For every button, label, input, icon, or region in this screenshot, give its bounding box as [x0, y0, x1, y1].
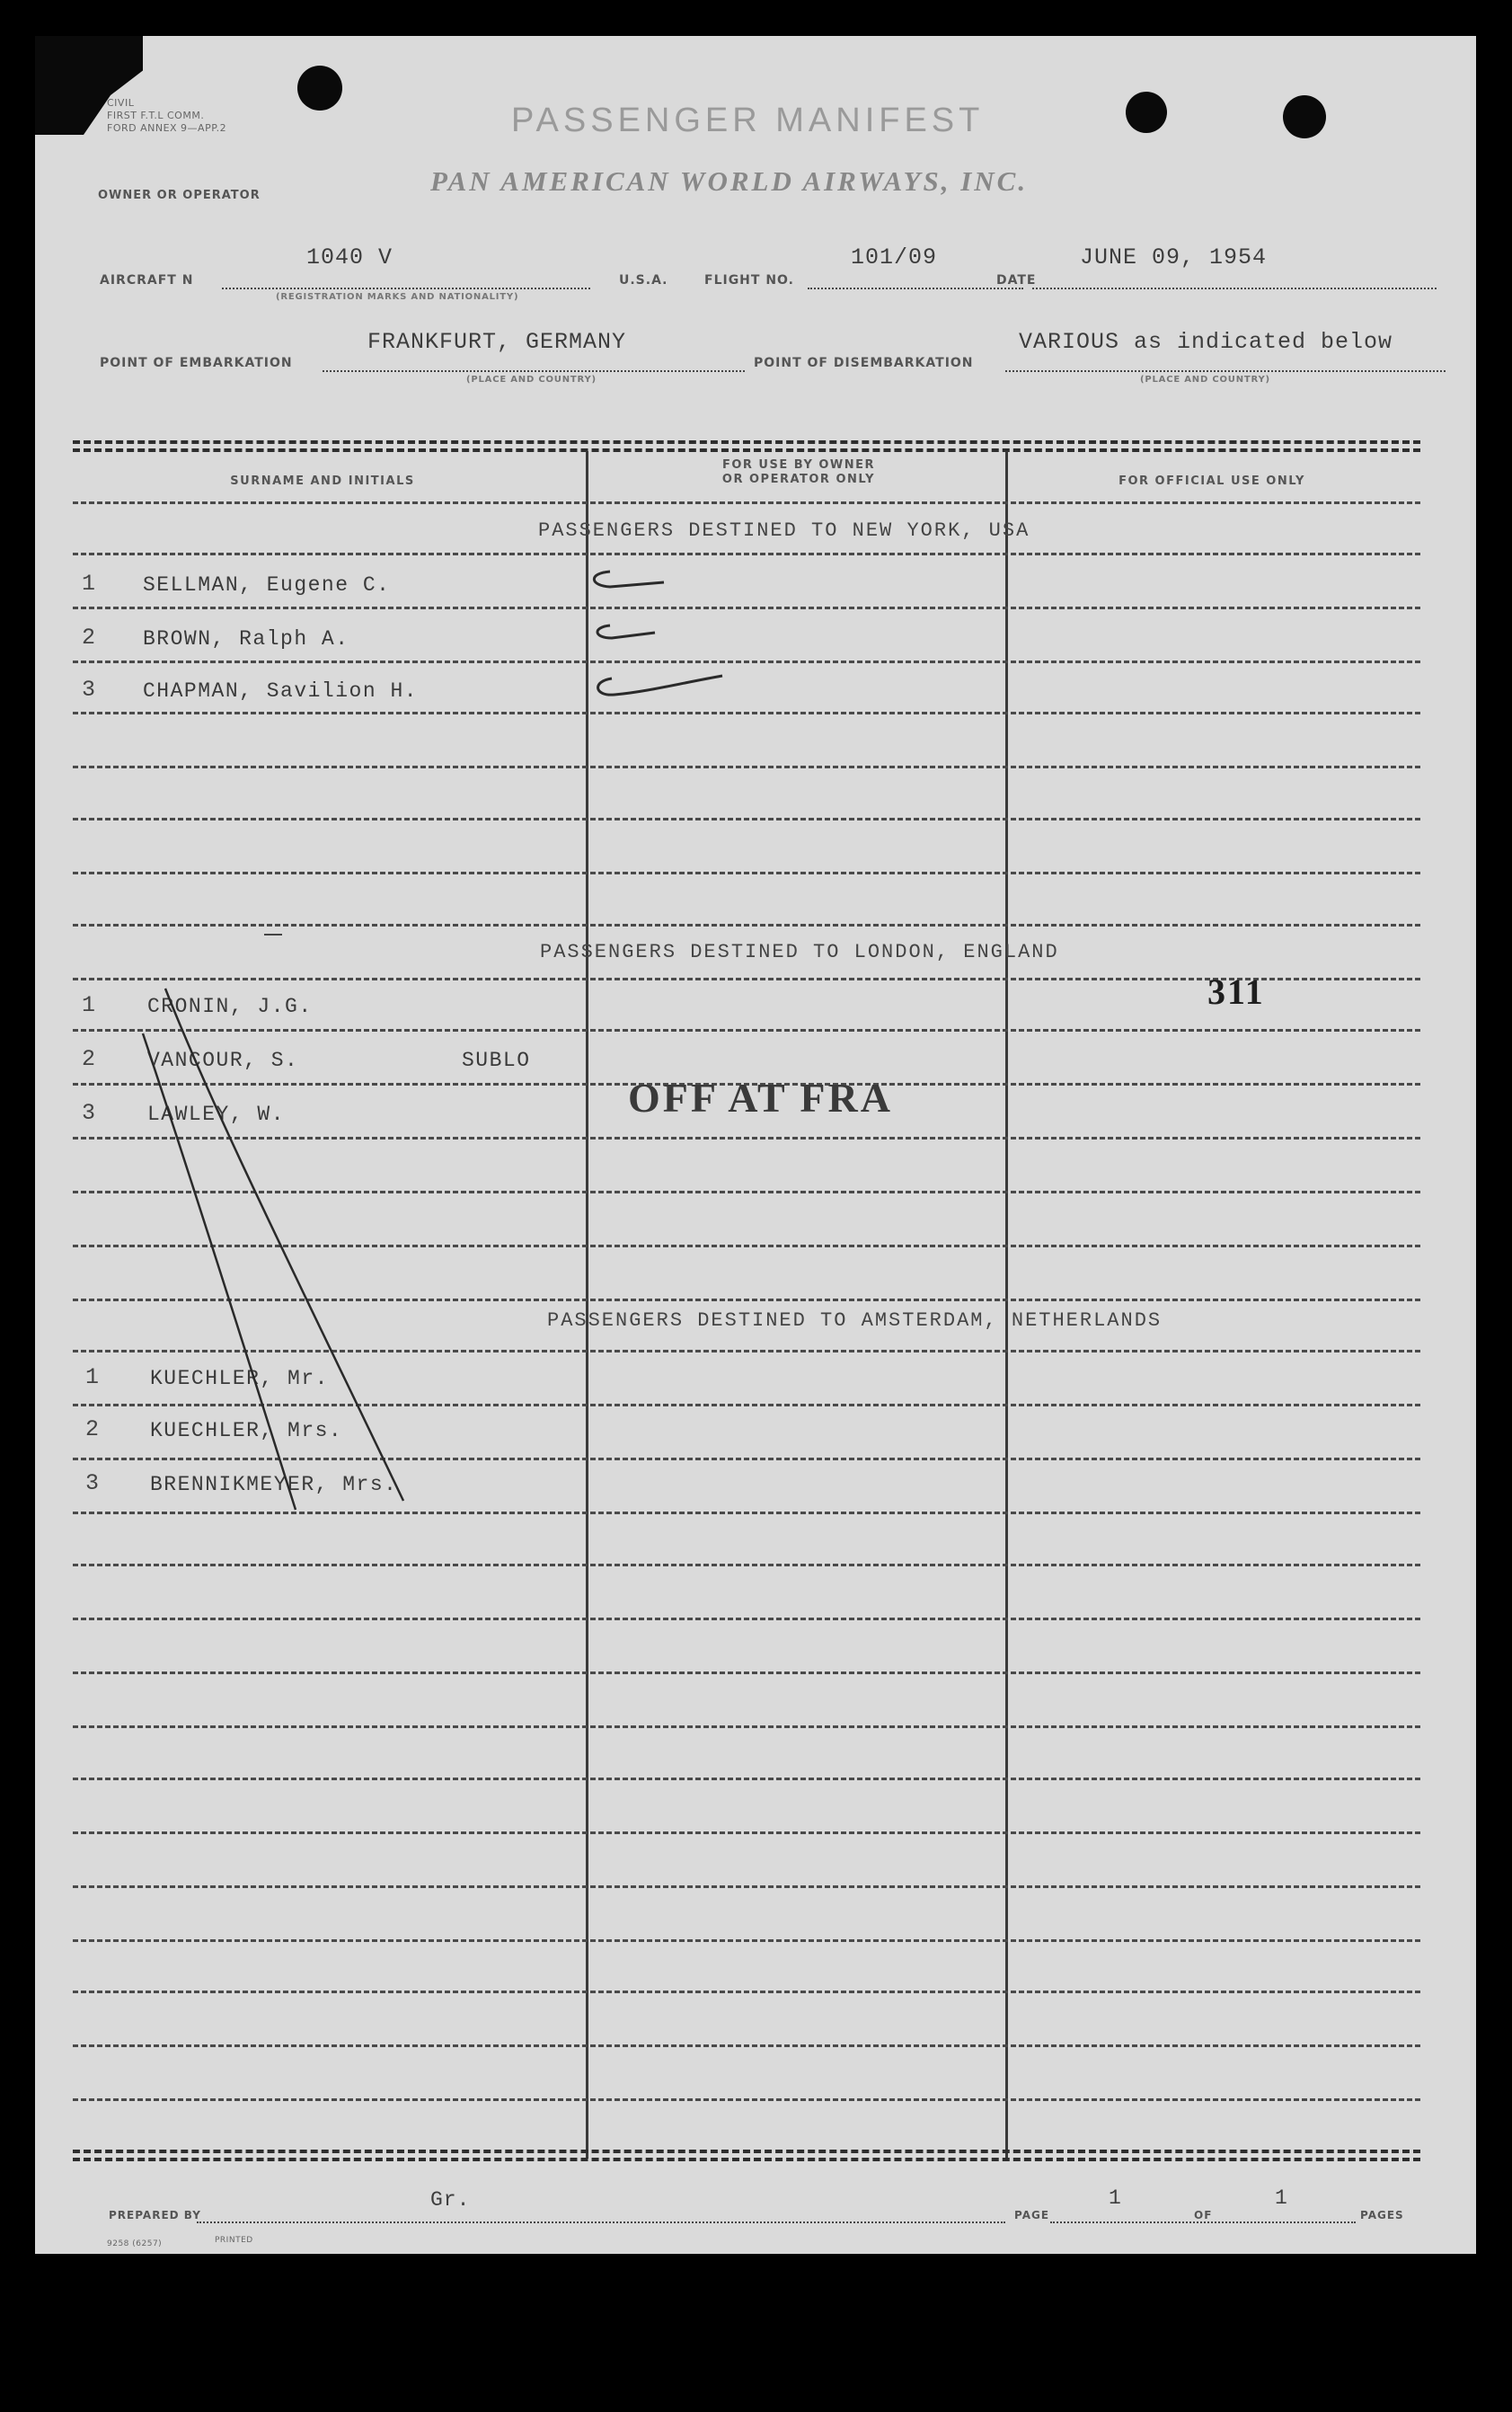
column-divider — [586, 451, 588, 2159]
aircraft-value: 1040 V — [306, 244, 393, 270]
aircraft-underline — [222, 288, 590, 289]
date-label: DATE — [996, 273, 1037, 288]
flight-value: 101/09 — [851, 244, 938, 270]
off-at-stamp: OFF AT FRA — [628, 1075, 893, 1121]
column-header-owner-2: OR OPERATOR ONLY — [721, 473, 876, 486]
of-label: OF — [1194, 2209, 1213, 2221]
passenger-name: SELLMAN, Eugene C. — [143, 573, 391, 597]
ledger-line — [73, 2098, 1420, 2101]
printer-mark: PRINTED — [215, 2236, 253, 2245]
section-heading-london: PASSENGERS DESTINED TO LONDON, ENGLAND — [540, 941, 1059, 963]
ledger-line — [73, 1939, 1420, 1942]
ledger-line — [73, 553, 1420, 555]
ledger-line — [73, 1564, 1420, 1566]
column-header-official: FOR OFFICIAL USE ONLY — [1119, 474, 1305, 488]
ledger-line — [73, 1991, 1420, 1993]
ledger-line — [73, 766, 1420, 768]
ledger-line — [73, 1029, 1420, 1032]
embark-value: FRANKFURT, GERMANY — [367, 329, 627, 355]
pages-label: PAGES — [1360, 2209, 1404, 2221]
form-ref-line2: FIRST F.T.L COMM. — [107, 110, 205, 121]
ledger-line — [73, 818, 1420, 820]
passenger-name: CRONIN, J.G. — [147, 995, 313, 1018]
row-number: 2 — [82, 625, 96, 651]
date-underline — [1032, 288, 1437, 289]
column-header-owner-1: FOR USE BY OWNER — [721, 458, 876, 472]
row-number: 3 — [85, 1470, 100, 1496]
flight-label: FLIGHT NO. — [704, 273, 794, 288]
table-bottom-rule-2 — [73, 2158, 1420, 2161]
row-number: 3 — [82, 677, 96, 703]
ledger-line — [73, 712, 1420, 714]
passenger-name: LAWLEY, W. — [147, 1103, 286, 1126]
document-title: PASSENGER MANIFEST — [511, 102, 985, 139]
page-label: PAGE — [1014, 2209, 1050, 2221]
passenger-name: KUECHLER, Mr. — [150, 1367, 329, 1390]
ledger-line — [73, 1137, 1420, 1139]
row-number: 2 — [82, 1046, 96, 1072]
ledger-line — [73, 1725, 1420, 1728]
passenger-name: KUECHLER, Mrs. — [150, 1419, 343, 1442]
prepared-value: Gr. — [430, 2188, 471, 2212]
embark-sublabel: (PLACE AND COUNTRY) — [466, 375, 597, 385]
checkmark-icon — [594, 572, 664, 587]
ledger-line — [73, 872, 1420, 874]
table-bottom-rule — [73, 2150, 1420, 2153]
ledger-line — [73, 1299, 1420, 1301]
ledger-line — [73, 661, 1420, 663]
table-top-rule-2 — [73, 448, 1420, 452]
ledger-line — [73, 1885, 1420, 1888]
punch-hole — [297, 66, 342, 111]
table-top-rule — [73, 440, 1420, 444]
passenger-name: BRENNIKMEYER, Mrs. — [150, 1473, 398, 1496]
ledger-line — [73, 1350, 1420, 1352]
ledger-line — [73, 1672, 1420, 1674]
column-header-surname: SURNAME AND INITIALS — [230, 474, 415, 488]
page-value: 1 — [1109, 2186, 1122, 2210]
ledger-line — [73, 1404, 1420, 1406]
passenger-name: VANCOUR, S. — [147, 1049, 299, 1072]
checkmark-icon — [598, 676, 722, 695]
row-number: 1 — [85, 1364, 100, 1390]
row-number: 3 — [82, 1100, 96, 1126]
passenger-name: BROWN, Ralph A. — [143, 627, 349, 651]
form-ref-line1: CIVIL — [107, 97, 135, 109]
ledger-line — [73, 1458, 1420, 1460]
disembark-value: VARIOUS as indicated below — [1019, 329, 1393, 355]
checkmark-icon — [597, 625, 655, 638]
passenger-name: CHAPMAN, Savilion H. — [143, 679, 419, 703]
ledger-line — [73, 1831, 1420, 1834]
ledger-line — [73, 1191, 1420, 1193]
form-ref-line3: FORD ANNEX 9—APP.2 — [107, 122, 227, 134]
row-number: 1 — [82, 992, 96, 1018]
number-stamp: 311 — [1207, 971, 1265, 1012]
aircraft-label: AIRCRAFT N — [100, 273, 194, 288]
ledger-line — [73, 501, 1420, 504]
owner-value: PAN AMERICAN WORLD AIRWAYS, INC. — [430, 165, 1029, 197]
ledger-line — [73, 1618, 1420, 1620]
ledger-line — [73, 924, 1420, 927]
page-underline — [1050, 2221, 1356, 2223]
ledger-line — [73, 1778, 1420, 1780]
section-heading-amsterdam: PASSENGERS DESTINED TO AMSTERDAM, NETHERLANDS — [547, 1309, 1163, 1332]
of-value: 1 — [1275, 2186, 1288, 2210]
owner-label: OWNER OR OPERATOR — [98, 189, 261, 202]
date-value: JUNE 09, 1954 — [1080, 244, 1268, 270]
disembark-label: POINT OF DISEMBARKATION — [754, 356, 974, 370]
punch-hole — [1283, 95, 1326, 138]
ledger-line — [73, 2044, 1420, 2047]
prepared-underline — [197, 2221, 1005, 2223]
disembark-sublabel: (PLACE AND COUNTRY) — [1140, 375, 1270, 385]
prepared-label: PREPARED BY — [109, 2209, 201, 2221]
disembark-underline — [1005, 370, 1446, 372]
column-divider — [1005, 451, 1008, 2159]
embark-label: POINT OF EMBARKATION — [100, 356, 293, 370]
embark-underline — [323, 370, 745, 372]
registration-sublabel: (REGISTRATION MARKS AND NATIONALITY) — [276, 292, 519, 302]
manifest-paper — [35, 36, 1476, 2254]
ledger-line — [73, 1512, 1420, 1514]
passenger-note: SUBLO — [462, 1049, 531, 1072]
form-code: 9258 (6257) — [107, 2239, 163, 2248]
usa-label: U.S.A. — [619, 273, 668, 288]
ledger-line — [73, 1245, 1420, 1247]
flight-underline — [808, 288, 1023, 289]
row-number: 1 — [82, 571, 96, 597]
punch-hole — [1126, 92, 1167, 133]
section-heading-new-york: PASSENGERS DESTINED TO NEW YORK, USA — [538, 519, 1030, 542]
ledger-line — [73, 607, 1420, 609]
row-number: 2 — [85, 1416, 100, 1442]
